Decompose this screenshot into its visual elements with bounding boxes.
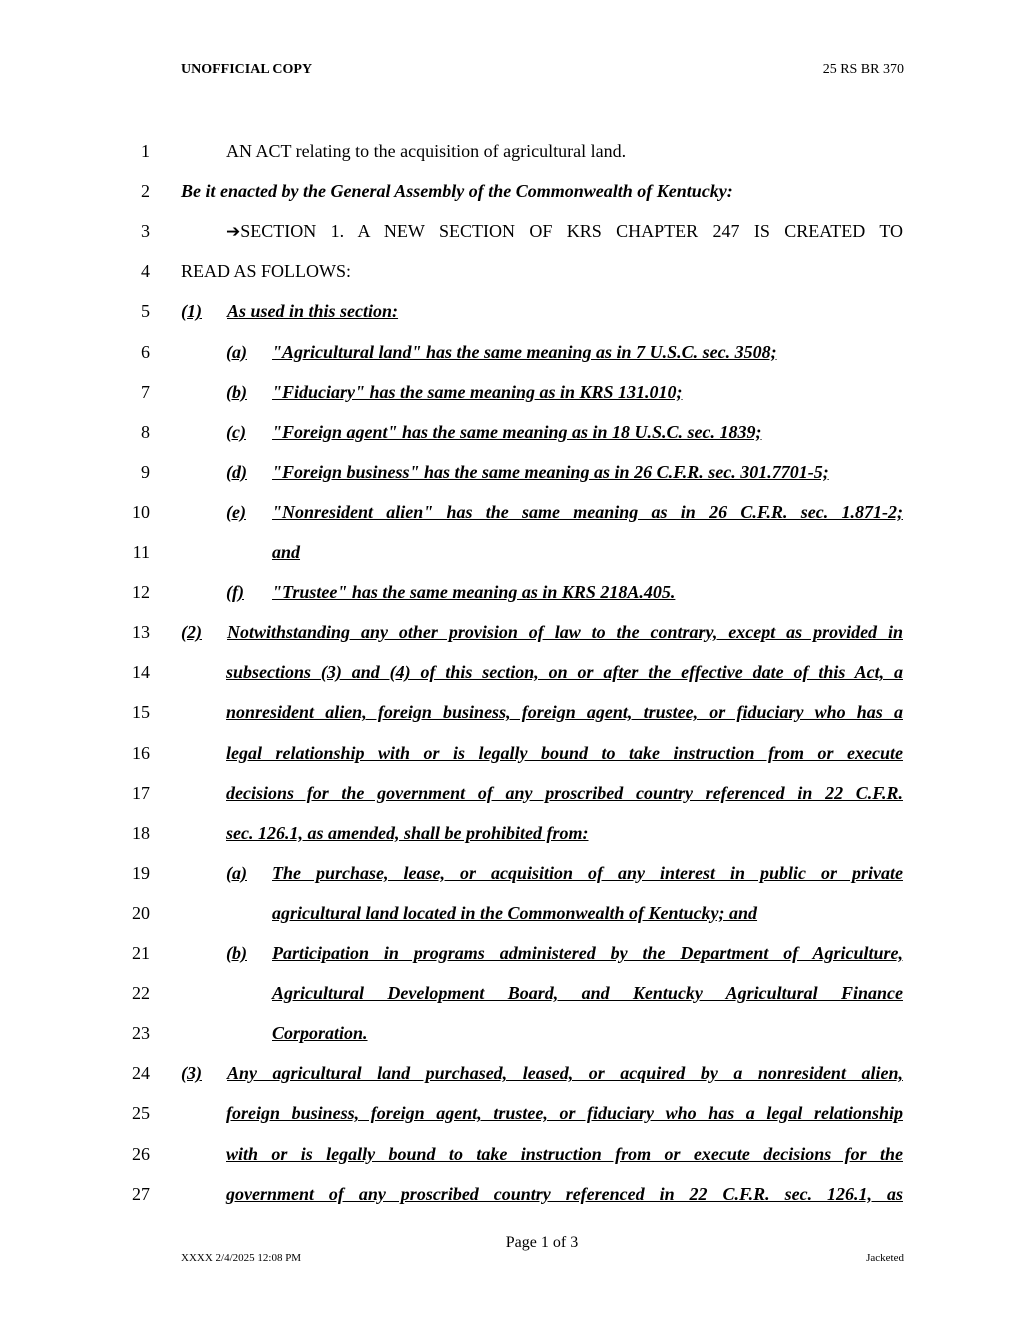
- text-segment: Corporation.: [272, 1023, 368, 1044]
- page-number: Page 1 of 3: [505, 1234, 579, 1251]
- line-number: 14: [132, 662, 150, 683]
- subsection-marker: [181, 300, 227, 322]
- text-line: [181, 1062, 903, 1084]
- right-arrow-icon: ➔: [226, 222, 241, 243]
- marker-label: (a): [226, 862, 247, 883]
- line-number: 5: [141, 301, 150, 322]
- subsection-marker: [226, 421, 272, 443]
- line-number: 13: [132, 622, 150, 643]
- subsection-marker: [226, 942, 272, 964]
- marker-label: (3): [181, 1063, 202, 1084]
- line-number: 22: [132, 983, 150, 1004]
- line-number: 20: [132, 902, 150, 923]
- text-segment: "Foreign business" has the same meaning as in 26 C.F.R. sec. 301.7701-5;: [272, 461, 829, 482]
- text-line: [226, 701, 903, 723]
- text-line: [226, 421, 762, 443]
- text-line: [181, 260, 351, 282]
- line-number: 3: [141, 221, 150, 242]
- text-line: [226, 581, 675, 603]
- line-number: 21: [132, 943, 150, 963]
- line-number: 10: [132, 501, 150, 522]
- line-number: 15: [132, 702, 150, 723]
- text-line: [272, 541, 300, 563]
- marker-label: (f): [226, 582, 244, 603]
- marker-label: (1): [181, 301, 202, 322]
- text-segment: Agricultural Development Board, and Kentucky Agricultural Finance: [272, 983, 903, 1004]
- text-line: [226, 742, 903, 764]
- line-number: 18: [132, 822, 150, 843]
- line-number: 9: [141, 461, 150, 482]
- text-line: [226, 782, 903, 804]
- text-line: [226, 381, 683, 403]
- marker-label: (e): [226, 501, 246, 522]
- subsection-marker: [181, 621, 227, 643]
- text-segment: and: [272, 542, 301, 562]
- marker-label: (d): [226, 461, 247, 482]
- text-line: [181, 621, 903, 643]
- text-line: [181, 180, 733, 202]
- text-segment: legal relationship with or is legally bound to take instruction from or execute: [226, 742, 903, 763]
- text-segment: Be it enacted by the General Assembly of the Commonwealth of Kentucky:: [181, 181, 733, 202]
- line-number: 11: [132, 542, 150, 562]
- text-line: [226, 220, 903, 243]
- line-number: 26: [132, 1143, 150, 1164]
- text-segment: AN ACT relating to the acquisition of agricultural land.: [226, 141, 627, 161]
- line-number: 27: [132, 1183, 150, 1204]
- line-number: 25: [132, 1103, 150, 1124]
- text-segment: SECTION 1. A NEW SECTION OF KRS CHAPTER 247 IS CREATED TO: [240, 221, 903, 242]
- text-segment: nonresident alien, foreign business, foreign agent, trustee, or fiduciary who has a: [226, 702, 903, 723]
- text-segment: government of any proscribed country referenced in 22 C.F.R. sec. 126.1, as: [226, 1183, 903, 1204]
- marker-label: (2): [181, 622, 202, 643]
- text-line: [226, 1183, 903, 1205]
- text-line: [181, 300, 398, 322]
- text-line: [226, 1143, 903, 1165]
- text-segment: decisions for the government of any proscribed country referenced in 22 C.F.R.: [226, 782, 903, 803]
- text-segment: Participation in programs administered by the Department of Agriculture,: [272, 943, 903, 963]
- text-line: [272, 982, 903, 1004]
- header-right: 25 RS BR 370: [822, 62, 904, 77]
- line-number: 8: [141, 421, 150, 442]
- subsection-marker: [226, 862, 272, 884]
- subsection-marker: [226, 381, 272, 403]
- line-number: 2: [141, 181, 150, 202]
- text-line: [226, 862, 903, 884]
- text-segment: with or is legally bound to take instruction from or execute decisions for the: [226, 1143, 903, 1164]
- text-segment: As used in this section:: [227, 301, 399, 322]
- text-segment: The purchase, lease, or acquisition of any interest in public or private: [272, 862, 903, 883]
- subsection-marker: [226, 501, 272, 523]
- text-line: [226, 341, 777, 363]
- text-line: [272, 902, 757, 924]
- text-segment: Any agricultural land purchased, leased, or acquired by a nonresident alien,: [227, 1063, 903, 1084]
- text-line: [226, 942, 903, 964]
- line-number: 6: [141, 341, 150, 362]
- text-line: [226, 501, 903, 523]
- subsection-marker: [181, 1062, 227, 1084]
- subsection-marker: [226, 341, 272, 363]
- line-number: 16: [132, 742, 150, 763]
- text-line: [226, 1102, 903, 1124]
- footer-right: Jacketed: [866, 1252, 904, 1264]
- line-number: 7: [141, 381, 150, 402]
- text-segment: READ AS FOLLOWS:: [181, 261, 352, 282]
- line-number: 19: [132, 862, 150, 883]
- line-number: 1: [141, 141, 150, 161]
- text-line: [226, 461, 829, 483]
- text-line: [272, 1022, 368, 1044]
- text-line: [226, 140, 626, 162]
- text-segment: agricultural land located in the Commonwealth of Kentucky; and: [272, 902, 758, 923]
- text-segment: Notwithstanding any other provision of law to the contrary, except as provided in: [227, 622, 903, 643]
- marker-label: (b): [226, 943, 247, 963]
- marker-label: (c): [226, 421, 246, 442]
- line-number: 24: [132, 1063, 150, 1084]
- line-number: 12: [132, 582, 150, 603]
- marker-label: (b): [226, 381, 247, 402]
- text-segment: "Trustee" has the same meaning as in KRS 218A.405.: [272, 582, 676, 603]
- text-segment: "Fiduciary" has the same meaning as in KRS 131.010;: [272, 381, 683, 402]
- subsection-marker: [226, 461, 272, 483]
- text-line: [226, 822, 589, 844]
- header-left: UNOFFICIAL COPY: [181, 62, 313, 77]
- text-segment: subsections (3) and (4) of this section, on or after the effective date of this Act, a: [226, 662, 903, 683]
- text-segment: foreign business, foreign agent, trustee, or fiduciary who has a legal relationship: [226, 1103, 903, 1124]
- line-number: 17: [132, 782, 150, 803]
- text-line: [226, 661, 903, 683]
- line-number: 4: [141, 261, 150, 282]
- footer-left: XXXX 2/4/2025 12:08 PM: [181, 1252, 302, 1264]
- text-segment: "Nonresident alien" has the same meaning as in 26 C.F.R. sec. 1.871-2;: [272, 501, 903, 522]
- text-segment: "Agricultural land" has the same meaning as in 7 U.S.C. sec. 3508;: [272, 341, 777, 362]
- subsection-marker: [226, 581, 272, 603]
- text-segment: sec. 126.1, as amended, shall be prohibited from:: [226, 822, 589, 843]
- marker-label: (a): [226, 341, 247, 362]
- text-segment: "Foreign agent" has the same meaning as in 18 U.S.C. sec. 1839;: [272, 421, 762, 442]
- line-number: 23: [132, 1023, 150, 1044]
